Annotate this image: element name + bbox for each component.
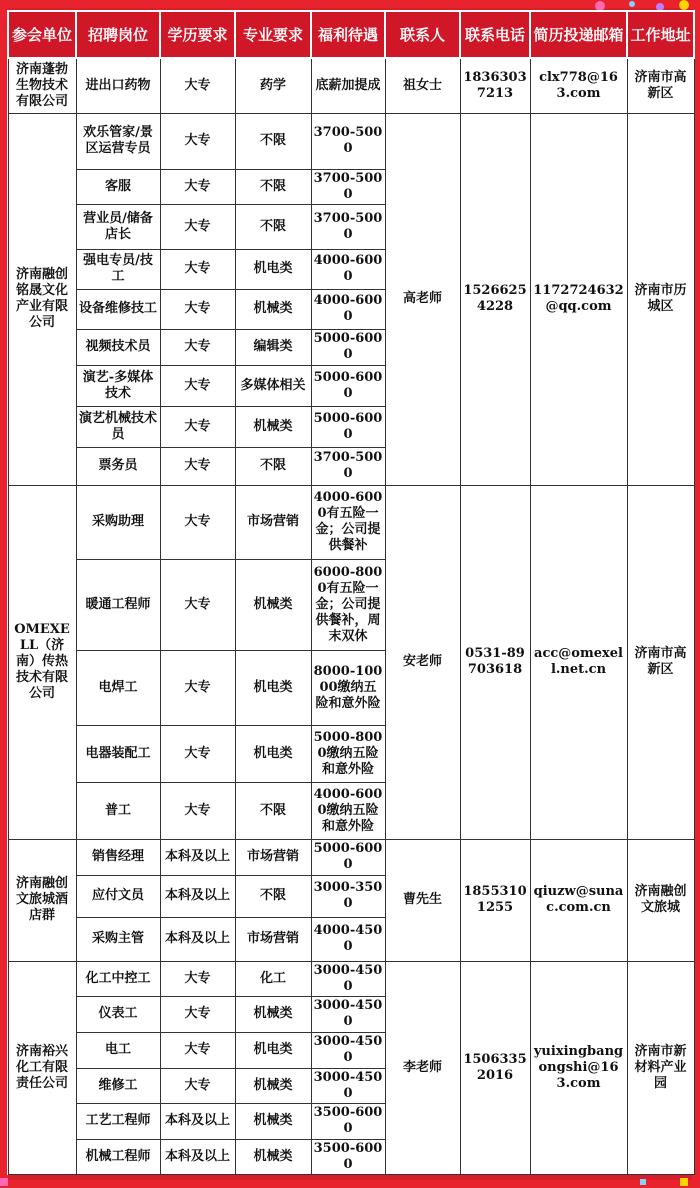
education-cell: 大专 xyxy=(160,406,235,447)
major-cell: 机电类 xyxy=(235,725,311,782)
benefits-cell: 5000-6000 xyxy=(311,329,385,365)
benefits-cell: 4000-6000缴纳五险和意外险 xyxy=(311,782,385,839)
header-position: 招聘岗位 xyxy=(76,11,160,58)
education-cell: 大专 xyxy=(160,725,235,782)
position-cell: 设备维修技工 xyxy=(76,289,160,329)
education-cell: 大专 xyxy=(160,58,235,113)
major-cell: 不限 xyxy=(235,875,311,917)
position-cell: 工艺工程师 xyxy=(76,1103,160,1139)
table-header-row xyxy=(8,11,694,58)
email-cell: clx778@163.com xyxy=(530,58,627,113)
table-row xyxy=(8,58,694,113)
major-cell: 编辑类 xyxy=(235,329,311,365)
major-cell: 机电类 xyxy=(235,650,311,725)
benefits-cell: 3000-4500 xyxy=(311,1032,385,1068)
education-cell: 大专 xyxy=(160,559,235,650)
company-name-cell: OMEXELL（济南）传热技术有限公司 xyxy=(8,485,76,839)
benefits-cell: 3700-5000 xyxy=(311,204,385,249)
table-body xyxy=(8,58,694,1174)
position-cell: 演艺-多媒体技术 xyxy=(76,365,160,406)
major-cell: 多媒体相关 xyxy=(235,365,311,406)
major-cell: 不限 xyxy=(235,113,311,169)
benefits-cell: 5000-8000缴纳五险和意外险 xyxy=(311,725,385,782)
phone-cell: 18553101255 xyxy=(460,839,530,961)
contact-cell: 祖女士 xyxy=(385,58,460,113)
email-cell: yuixingbangongshi@163.com xyxy=(530,961,627,1174)
position-cell: 化工中控工 xyxy=(76,961,160,996)
header-company: 参会单位 xyxy=(8,11,76,58)
education-cell: 大专 xyxy=(160,782,235,839)
address-cell: 济南市高新区 xyxy=(627,485,694,839)
major-cell: 化工 xyxy=(235,961,311,996)
company-name-cell: 济南裕兴化工有限责任公司 xyxy=(8,961,76,1174)
education-cell: 大专 xyxy=(160,996,235,1032)
header-benefits: 福利待遇 xyxy=(311,11,385,58)
major-cell: 机电类 xyxy=(235,1032,311,1068)
major-cell: 不限 xyxy=(235,782,311,839)
education-cell: 大专 xyxy=(160,204,235,249)
table-row xyxy=(8,485,694,559)
address-cell: 济南市高新区 xyxy=(627,58,694,113)
phone-cell: 0531-89703618 xyxy=(460,485,530,839)
confetti-decoration-bottom xyxy=(0,1176,700,1188)
education-cell: 大专 xyxy=(160,113,235,169)
benefits-cell: 6000-8000有五险一金；公司提供餐补，周末双休 xyxy=(311,559,385,650)
email-cell: acc@omexell.net.cn xyxy=(530,485,627,839)
major-cell: 不限 xyxy=(235,447,311,485)
education-cell: 本科及以上 xyxy=(160,917,235,961)
position-cell: 客服 xyxy=(76,169,160,204)
position-cell: 电焊工 xyxy=(76,650,160,725)
contact-cell: 安老师 xyxy=(385,485,460,839)
major-cell: 机械类 xyxy=(235,289,311,329)
benefits-cell: 4000-6000有五险一金；公司提供餐补 xyxy=(311,485,385,559)
major-cell: 机械类 xyxy=(235,1068,311,1103)
education-cell: 大专 xyxy=(160,650,235,725)
education-cell: 大专 xyxy=(160,365,235,406)
position-cell: 采购主管 xyxy=(76,917,160,961)
company-name-cell: 济南融创文旅城酒店群 xyxy=(8,839,76,961)
header-email: 简历投递邮箱 xyxy=(530,11,627,58)
position-cell: 销售经理 xyxy=(76,839,160,875)
benefits-cell: 3000-4500 xyxy=(311,1068,385,1103)
benefits-cell: 4000-6000 xyxy=(311,289,385,329)
position-cell: 进出口药物 xyxy=(76,58,160,113)
benefits-cell: 3000-3500 xyxy=(311,875,385,917)
benefits-cell: 3700-5000 xyxy=(311,447,385,485)
position-cell: 视频技术员 xyxy=(76,329,160,365)
position-cell: 欢乐管家/景区运营专员 xyxy=(76,113,160,169)
position-cell: 机械工程师 xyxy=(76,1139,160,1174)
major-cell: 机械类 xyxy=(235,1103,311,1139)
major-cell: 机电类 xyxy=(235,249,311,289)
header-contact: 联系人 xyxy=(385,11,460,58)
position-cell: 应付文员 xyxy=(76,875,160,917)
education-cell: 大专 xyxy=(160,249,235,289)
position-cell: 电工 xyxy=(76,1032,160,1068)
benefits-cell: 3000-4500 xyxy=(311,961,385,996)
email-cell: 1172724632@qq.com xyxy=(530,113,627,485)
position-cell: 票务员 xyxy=(76,447,160,485)
education-cell: 大专 xyxy=(160,169,235,204)
company-name-cell: 济南蓬勃生物技术有限公司 xyxy=(8,58,76,113)
table-row xyxy=(8,113,694,169)
education-cell: 本科及以上 xyxy=(160,1139,235,1174)
contact-cell: 曹先生 xyxy=(385,839,460,961)
table-row xyxy=(8,961,694,996)
position-cell: 演艺机械技术员 xyxy=(76,406,160,447)
contact-cell: 高老师 xyxy=(385,113,460,485)
position-cell: 采购助理 xyxy=(76,485,160,559)
header-phone: 联系电话 xyxy=(460,11,530,58)
major-cell: 市场营销 xyxy=(235,839,311,875)
header-major: 专业要求 xyxy=(235,11,311,58)
position-cell: 强电专员/技工 xyxy=(76,249,160,289)
table-row xyxy=(8,839,694,875)
education-cell: 大专 xyxy=(160,289,235,329)
contact-cell: 李老师 xyxy=(385,961,460,1174)
major-cell: 市场营销 xyxy=(235,917,311,961)
benefits-cell: 底薪加提成 xyxy=(311,58,385,113)
company-name-cell: 济南融创铭晟文化产业有限公司 xyxy=(8,113,76,485)
education-cell: 大专 xyxy=(160,485,235,559)
education-cell: 大专 xyxy=(160,1032,235,1068)
benefits-cell: 3500-6000 xyxy=(311,1103,385,1139)
benefits-cell: 3700-5000 xyxy=(311,113,385,169)
major-cell: 不限 xyxy=(235,204,311,249)
education-cell: 本科及以上 xyxy=(160,1103,235,1139)
benefits-cell: 5000-6000 xyxy=(311,406,385,447)
major-cell: 机械类 xyxy=(235,1139,311,1174)
position-cell: 电器装配工 xyxy=(76,725,160,782)
major-cell: 机械类 xyxy=(235,559,311,650)
address-cell: 济南市新材料产业园 xyxy=(627,961,694,1174)
benefits-cell: 3500-6000 xyxy=(311,1139,385,1174)
education-cell: 大专 xyxy=(160,961,235,996)
major-cell: 机械类 xyxy=(235,406,311,447)
job-fair-table xyxy=(7,10,695,1175)
position-cell: 仪表工 xyxy=(76,996,160,1032)
major-cell: 机械类 xyxy=(235,996,311,1032)
position-cell: 普工 xyxy=(76,782,160,839)
education-cell: 本科及以上 xyxy=(160,875,235,917)
phone-cell: 18363037213 xyxy=(460,58,530,113)
education-cell: 大专 xyxy=(160,329,235,365)
major-cell: 药学 xyxy=(235,58,311,113)
benefits-cell: 8000-10000缴纳五险和意外险 xyxy=(311,650,385,725)
email-cell: qiuzw@sunac.com.cn xyxy=(530,839,627,961)
phone-cell: 15266254228 xyxy=(460,113,530,485)
position-cell: 暖通工程师 xyxy=(76,559,160,650)
benefits-cell: 4000-4500 xyxy=(311,917,385,961)
position-cell: 维修工 xyxy=(76,1068,160,1103)
address-cell: 济南融创文旅城 xyxy=(627,839,694,961)
phone-cell: 15063352016 xyxy=(460,961,530,1174)
header-address: 工作地址 xyxy=(627,11,694,58)
address-cell: 济南市历城区 xyxy=(627,113,694,485)
education-cell: 大专 xyxy=(160,447,235,485)
education-cell: 大专 xyxy=(160,1068,235,1103)
benefits-cell: 5000-6000 xyxy=(311,365,385,406)
major-cell: 市场营销 xyxy=(235,485,311,559)
header-education: 学历要求 xyxy=(160,11,235,58)
benefits-cell: 4000-6000 xyxy=(311,249,385,289)
benefits-cell: 3000-4500 xyxy=(311,996,385,1032)
education-cell: 本科及以上 xyxy=(160,839,235,875)
position-cell: 营业员/储备店长 xyxy=(76,204,160,249)
major-cell: 不限 xyxy=(235,169,311,204)
benefits-cell: 5000-6000 xyxy=(311,839,385,875)
benefits-cell: 3700-5000 xyxy=(311,169,385,204)
